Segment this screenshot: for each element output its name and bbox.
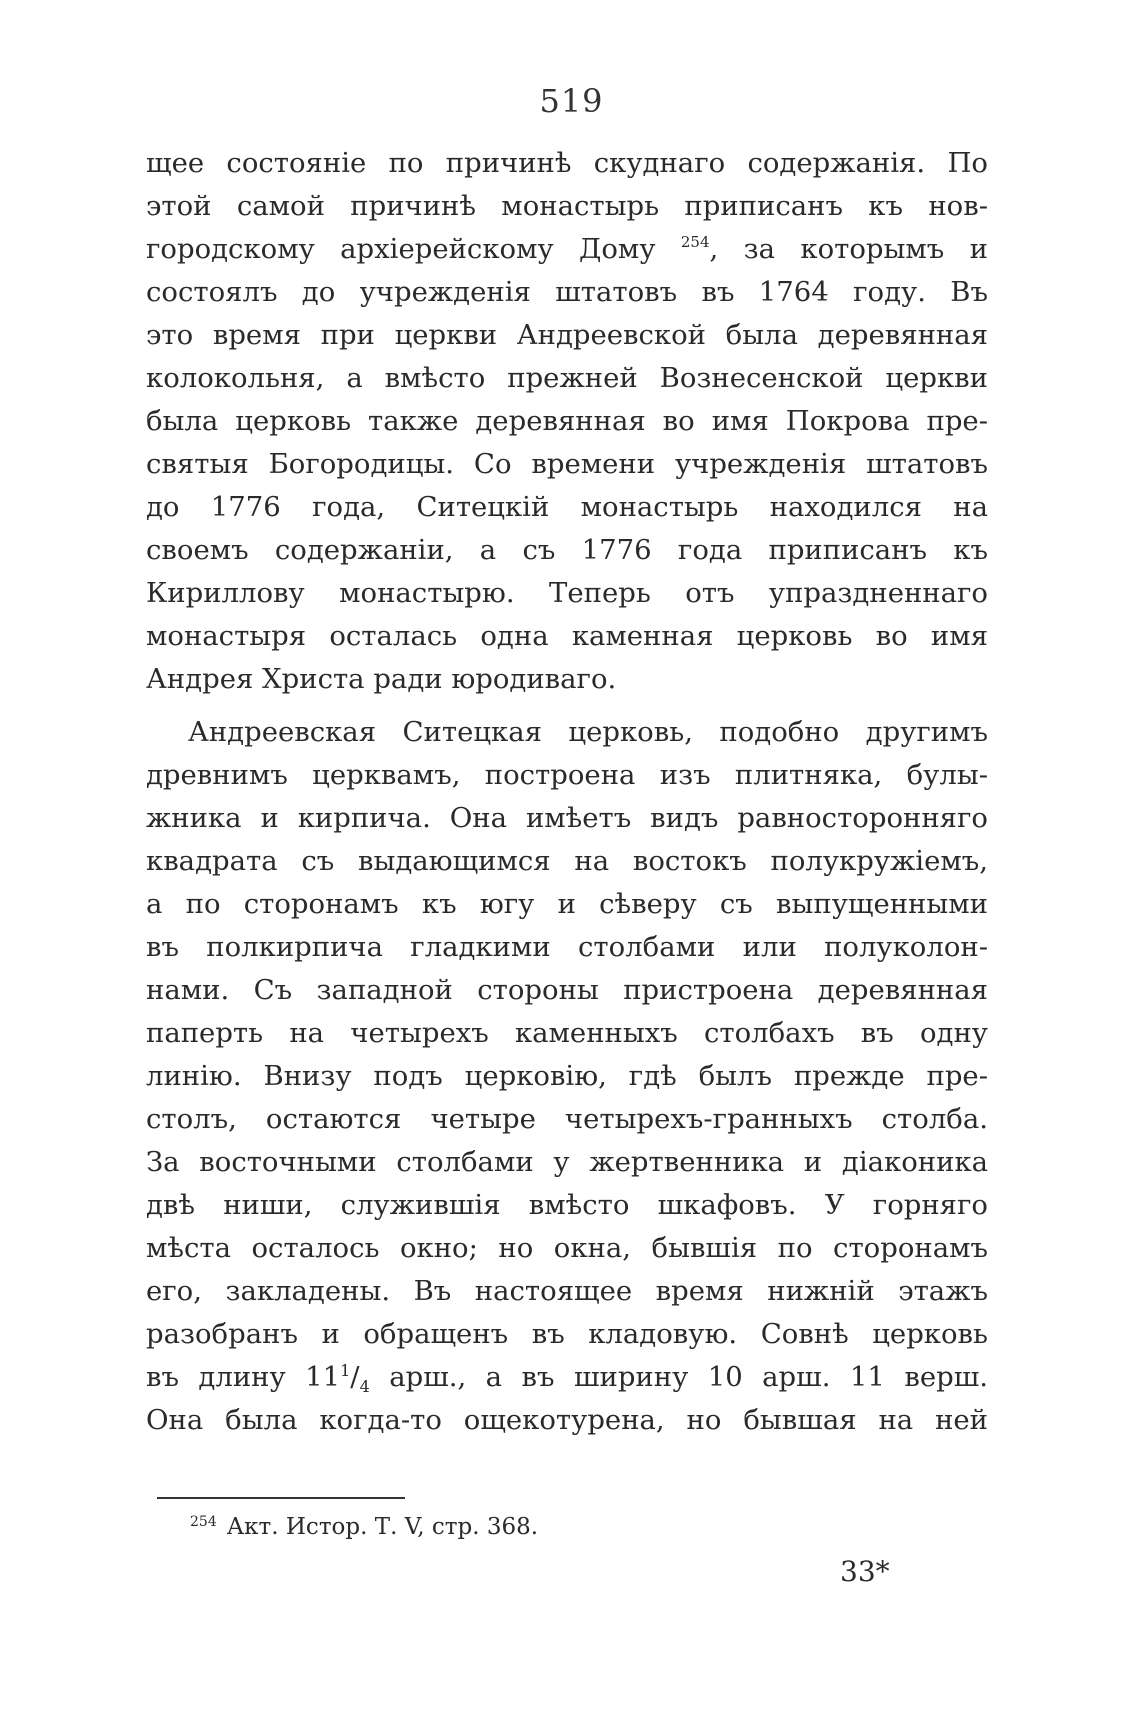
- text-line: святыя Богородицы. Со времени учрежденія штатовъ: [146, 448, 988, 480]
- footnote-mark: 254: [190, 1514, 217, 1530]
- text-segment: , за которымъ и: [709, 233, 988, 265]
- footnote-text: Акт. Истор. Т. V, стр. 368.: [226, 1514, 539, 1540]
- text-line: линію. Внизу подъ церковію, гдѣ былъ прежде пре-: [146, 1060, 988, 1092]
- footnote-divider: [157, 1497, 405, 1499]
- text-line: колокольня, а вмѣсто прежней Вознесенской церкви: [146, 362, 988, 394]
- text-line: въ полкирпича гладкими столбами или полуколон-: [146, 931, 988, 963]
- body-text: [146, 142, 988, 1442]
- text-line: двѣ ниши, служившія вмѣсто шкафовъ. У горняго: [146, 1189, 988, 1221]
- text-line: была церковь также деревянная во имя Покрова пре-: [146, 405, 988, 437]
- text-line: состоялъ до учрежденія штатовъ въ 1764 году. Въ: [146, 276, 988, 308]
- text-line: щее состояніе по причинѣ скуднаго содержанія. По: [146, 147, 988, 179]
- text-line: а по сторонамъ къ югу и сѣверу съ выпущенными: [146, 888, 988, 920]
- fraction-denominator: 4: [359, 1377, 370, 1396]
- text-line: до 1776 года, Ситецкій монастырь находился на: [146, 491, 988, 523]
- text-line: столъ, остаются четыре четырехъ-гранныхъ столба.: [146, 1103, 988, 1135]
- footnote-reference: 254: [680, 233, 710, 251]
- text-line: Андреевская Ситецкая церковь, подобно другимъ: [188, 716, 988, 748]
- text-line: паперть на четырехъ каменныхъ столбахъ въ одну: [146, 1017, 988, 1049]
- page-number: 519: [539, 82, 604, 120]
- text-line: нами. Съ западной стороны пристроена деревянная: [146, 974, 988, 1006]
- text-segment: арш., а въ ширину 10 арш. 11 верш.: [369, 1361, 989, 1393]
- fraction-slash: /: [350, 1361, 360, 1393]
- text-line: [146, 228, 988, 271]
- text-line: Она была когда-то ощекотурена, но бывшая на ней: [146, 1404, 988, 1436]
- text-line: За восточными столбами у жертвенника и діаконика: [146, 1146, 988, 1178]
- text-segment: городскому архіерейскому Дому: [146, 233, 656, 265]
- text-line: [146, 1356, 988, 1399]
- text-line: его, закладены. Въ настоящее время нижній этажъ: [146, 1275, 988, 1307]
- text-line: этой самой причинѣ монастырь приписанъ къ нов-: [146, 190, 988, 222]
- text-line: Андрея Христа ради юродиваго.: [146, 663, 617, 695]
- text-line: жника и кирпича. Она имѣетъ видъ равносторонняго: [146, 802, 988, 834]
- text-line: разобранъ и обращенъ въ кладовую. Совнѣ церковь: [146, 1318, 988, 1350]
- text-line: своемъ содержаніи, а съ 1776 года приписанъ къ: [146, 534, 988, 566]
- footnote: [190, 1512, 538, 1542]
- text-segment: въ длину 11: [146, 1361, 341, 1393]
- printer-signature: 33*: [840, 1555, 890, 1588]
- text-line: квадрата съ выдающимся на востокъ полукружіемъ,: [146, 845, 988, 877]
- text-line: это время при церкви Андреевской была деревянная: [146, 319, 988, 351]
- text-line: мѣста осталось окно; но окна, бывшія по сторонамъ: [146, 1232, 988, 1264]
- text-line: древнимъ церквамъ, построена изъ плитняка, булы-: [146, 759, 988, 791]
- fraction-numerator: 1: [340, 1361, 351, 1380]
- text-line: монастыря осталась одна каменная церковь во имя: [146, 620, 988, 652]
- text-line: Кириллову монастырю. Теперь отъ упраздненнаго: [146, 577, 988, 609]
